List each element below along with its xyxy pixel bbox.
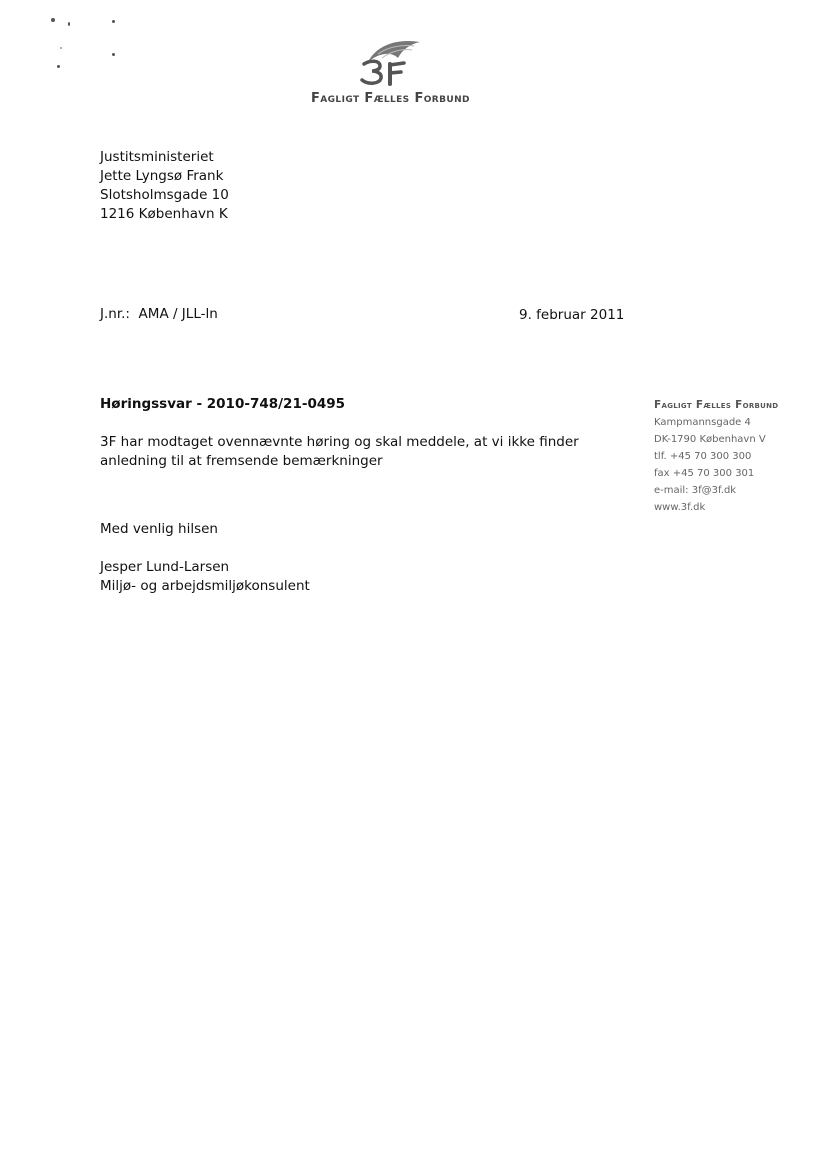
- letter-subject: Høringssvar - 2010-748/21-0495: [100, 396, 346, 412]
- sender-fax: fax +45 70 300 301: [654, 468, 755, 479]
- recipient-line: Slotsholmsgade 10: [100, 187, 229, 203]
- sender-website: www.3f.dk: [654, 502, 706, 513]
- letter-date: 9. februar 2011: [519, 307, 625, 323]
- letter-closing: Med venlig hilsen: [100, 521, 218, 537]
- journal-number: J.nr.: AMA / JLL-ln: [100, 306, 218, 322]
- body-line: anledning til at fremsende bemærkninger: [100, 453, 383, 469]
- sender-address: Kampmannsgade 4: [654, 417, 751, 428]
- scan-speck: [51, 18, 55, 22]
- letter-body: [100, 433, 600, 471]
- body-line: 3F har modtaget ovennævnte høring og skal meddele, at vi ikke finder: [100, 434, 579, 450]
- signer-name: Jesper Lund-Larsen: [100, 559, 230, 575]
- signer-title: Miljø- og arbejdsmiljøkonsulent: [100, 578, 310, 594]
- sender-city: DK-1790 København V: [654, 434, 766, 445]
- recipient-address: [100, 148, 229, 224]
- signature-block: [100, 558, 310, 596]
- 3f-logo-icon: [356, 38, 424, 86]
- scan-speck: [57, 65, 60, 68]
- scan-speck: [112, 20, 115, 23]
- sender-info: [654, 397, 778, 516]
- recipient-line: Jette Lyngsø Frank: [100, 168, 224, 184]
- recipient-line: Justitsministeriet: [100, 149, 214, 165]
- scan-speck: [68, 22, 70, 26]
- sender-email: e-mail: 3f@3f.dk: [654, 485, 737, 496]
- sender-phone: tlf. +45 70 300 300: [654, 451, 752, 462]
- scan-speck: [60, 47, 62, 49]
- organization-title: Fagligt Fælles Forbund: [311, 91, 470, 106]
- scan-speck: [112, 53, 115, 56]
- sender-name: Fagligt Fælles Forbund: [654, 399, 779, 411]
- recipient-line: 1216 København K: [100, 206, 228, 222]
